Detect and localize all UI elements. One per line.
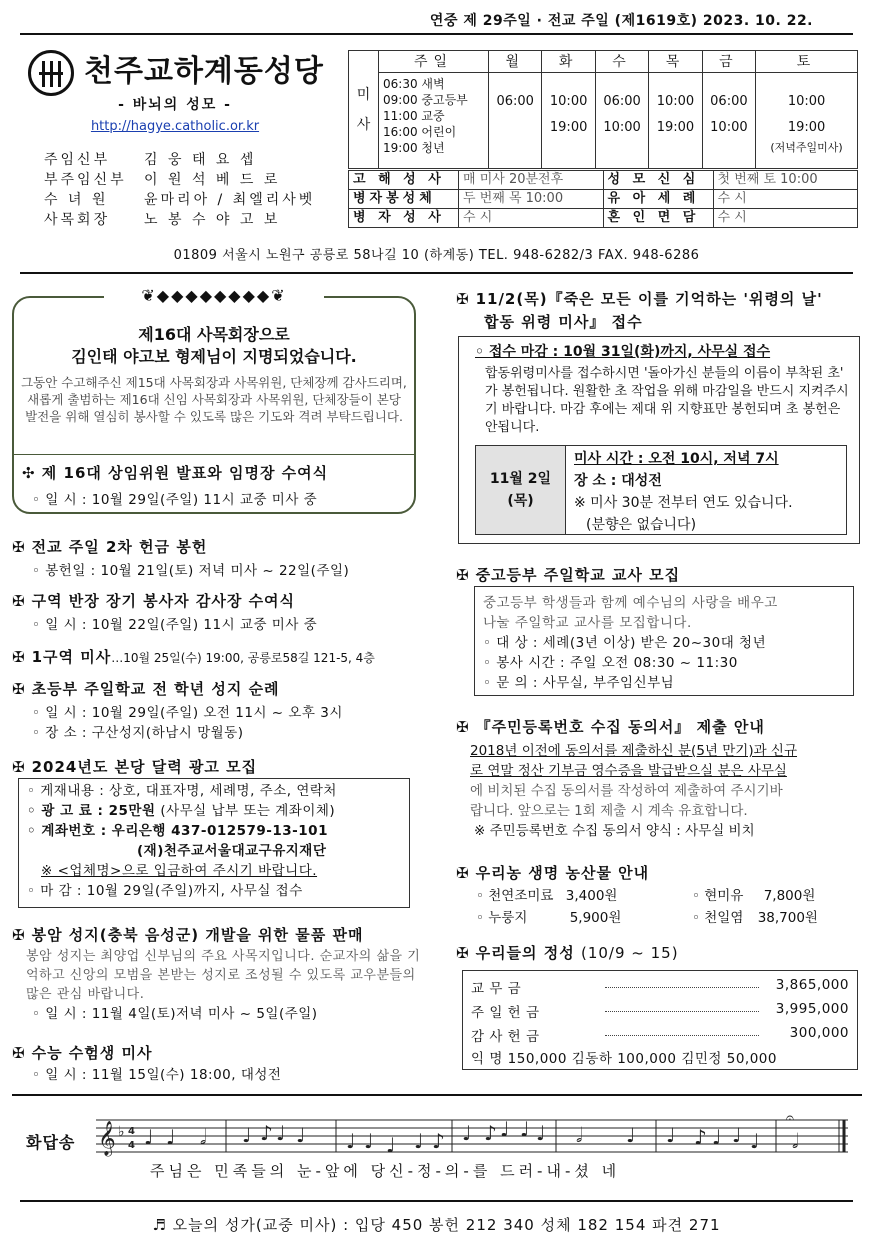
hymn-rule xyxy=(20,1200,853,1202)
svg-text:♩: ♩ xyxy=(536,1121,546,1145)
farm-item: ◦ 누룽지 5,900원 xyxy=(476,910,622,926)
svg-text:♪: ♪ xyxy=(694,1125,707,1149)
svg-text:♩: ♩ xyxy=(276,1121,286,1145)
address-text: 01809 서울시 노원구 공릉로 58나길 10 (하계동) TEL. 948-6282/3 FAX. 948-6286 xyxy=(173,248,700,263)
ad-line: ◦ 광 고 료 : 25만원 (사무실 납부 또는 계좌이체) xyxy=(27,803,336,819)
sacrament-info-table xyxy=(348,170,858,228)
day-header: 화 xyxy=(542,51,595,73)
staff-role: 부주임신부 xyxy=(44,172,127,188)
contribution-row: 주 일 헌 금 3,995,000 xyxy=(471,1001,849,1021)
staff-role: 수 녀 원 xyxy=(44,192,109,208)
day-header: 월 xyxy=(489,51,542,73)
notice-subline: ◦ 일 시 : 10월 29일(주일) 11시 교중 미사 중 xyxy=(32,492,318,508)
teacher-box: 중고등부 학생들과 함께 예수님의 사랑을 배우고 나눌 주일학교 교사를 모집합니다. ◦ 대 상 : 세례(3년 이상) 받은 20~30대 청년 ◦ 봉사 시간 : 주일 오전 08:30 ~ 11:30 ◦ 문 의 : 사무실, 부주임신부님 xyxy=(474,586,854,696)
memorial-title-2: 합동 위령 미사』 접수 xyxy=(484,313,643,331)
section-mark-icon: ✠ xyxy=(456,718,470,736)
psalm-lyrics: 주님은 민족들의 눈-앞에 당신-정-의-를 드러-내-셨 네 xyxy=(150,1162,621,1180)
info-row: 병 자 성 사 수 시 혼 인 면 담 수 시 xyxy=(349,209,858,228)
staff-role: 사목회장 xyxy=(44,212,111,228)
wednesday-times: 06:00 10:00 xyxy=(595,73,648,169)
notice-title-1: 제16대 사목회장으로 xyxy=(138,325,290,344)
info-row: 고 해 성 사 매 미사 20분전후 성 모 신 심 첫 번째 토 10:00 xyxy=(349,171,858,190)
exam-mass-section: ✠ 수능 수험생 미사 ◦ 일 시 : 11월 15일(수) 18:00, 대성전 xyxy=(12,1042,432,1085)
farm-item: ◦ 천일염 38,700원 xyxy=(692,910,818,926)
svg-text:♩: ♩ xyxy=(166,1125,176,1149)
svg-text:4: 4 xyxy=(128,1140,135,1151)
mass-side-label: 미 사 xyxy=(349,51,379,169)
memorial-detail-box xyxy=(475,445,847,535)
svg-text:♩: ♩ xyxy=(364,1129,374,1153)
psalm-staff xyxy=(96,1108,856,1162)
farm-products-section: ✠ 우리농 생명 농산물 안내 ◦ 천연조미료 3,400원 ◦ 현미유 7,800원 ◦ 누룽지 5,900원 ◦ 천일염 38,700원 xyxy=(456,862,866,931)
svg-text:♩: ♩ xyxy=(414,1129,424,1153)
staff-row xyxy=(44,150,334,170)
notice-body: 그동안 수고해주신 제15대 사목회장과 사목위원, 단체장께 감사드리며, 새롭게 출범하는 제16대 신임 사목회장과 사목위원, 단체장들이 본당 발전을 위해 열심히 봉사할 수 있도록 많은 기도와 격려 부탁드립니다. xyxy=(21,375,407,424)
staff-name: 이 원 석 베 드 로 xyxy=(144,172,281,188)
district-mass-section: ✠ 1구역 미사…10월 25일(수) 19:00, 공릉로58길 121-5, 4층 xyxy=(12,648,375,666)
ad-line: ※ <업체명>으로 입금하여 주시기 바랍니다. xyxy=(41,863,318,879)
tuesday-times: 10:00 19:00 xyxy=(542,73,595,169)
svg-text:♩: ♩ xyxy=(666,1123,676,1147)
address-rule xyxy=(20,272,853,274)
section-line: ◦ 일 시 : 10월 29일(주일) 오전 11시 ~ 오후 3시 xyxy=(32,705,343,721)
bongam-line: ◦ 일 시 : 11월 4일(토)저녁 미사 ~ 5일(주일) xyxy=(32,1006,318,1022)
staff-row xyxy=(44,210,334,230)
svg-text:♩: ♩ xyxy=(520,1117,530,1141)
staff-row xyxy=(44,190,334,210)
section-line: ◦ 일 시 : 10월 22일(주일) 11시 교중 미사 중 xyxy=(32,617,318,633)
svg-text:♩: ♩ xyxy=(626,1123,636,1147)
teacher-section: ✠ 중고등부 주일학교 교사 모집 xyxy=(456,566,681,584)
svg-text:♭: ♭ xyxy=(118,1124,125,1140)
mass-schedule-table xyxy=(348,50,858,169)
svg-text:♪: ♪ xyxy=(432,1129,445,1153)
section-mark-icon: ✠ xyxy=(12,680,26,698)
cross-icon: ✣ xyxy=(22,464,42,482)
day-header: 수 xyxy=(595,51,648,73)
resident-number-section: ✠ 『주민등록번호 수집 동의서』 제출 안내 2018년 이전에 동의서를 제출하신 분(5년 만기)과 신규 로 연말 정산 기부금 영수증을 발급받으실 분은 사무실 에 비치된 수집 동의서를 작성하여 제출하여 주시기바 랍니다. 앞으로는 1회 제출 시 계속 유효합니다. ※ 주민등록번호 수집 동의서 양식 : 사무실 비치 xyxy=(456,718,798,839)
notice-subtitle: ✣ 제 16대 상임위원 발표와 임명장 수여식 xyxy=(22,464,329,482)
contribution-table xyxy=(462,970,858,1070)
parish-url-link[interactable]: http://hagye.catholic.or.kr xyxy=(90,119,260,134)
svg-text:♩: ♩ xyxy=(462,1121,472,1145)
gratitude-section: ✠ 구역 반장 장기 봉사자 감사장 수여식 ◦ 일 시 : 10월 22일(주일) 11시 교중 미사 중 xyxy=(12,590,432,635)
section-mark-icon: ✠ xyxy=(12,538,26,556)
svg-text:♩: ♩ xyxy=(732,1123,742,1147)
section-mark-icon: ✠ xyxy=(456,944,470,962)
calendar-ad-box xyxy=(18,778,410,908)
svg-text:4: 4 xyxy=(128,1126,135,1137)
staff-role: 주임신부 xyxy=(44,152,111,168)
hymn-line xyxy=(0,1214,873,1235)
friday-times: 06:00 10:00 xyxy=(702,73,755,169)
svg-text:♩: ♩ xyxy=(750,1129,760,1153)
ad-line: (재)천주교서울대교구유지재단 xyxy=(137,843,327,859)
monday-times: 06:00 xyxy=(489,73,542,169)
svg-text:♩: ♩ xyxy=(346,1129,356,1153)
section-line: ◦ 봉헌일 : 10월 21일(토) 저녁 미사 ~ 22일(주일) xyxy=(32,563,350,579)
section-mark-icon: ✠ xyxy=(12,1044,26,1062)
section-mark-icon: ✠ xyxy=(12,926,26,944)
contribution-row: 감 사 헌 금 300,000 xyxy=(471,1025,849,1045)
svg-text:♩: ♩ xyxy=(500,1117,510,1141)
svg-text:♩: ♩ xyxy=(144,1125,154,1149)
ad-line: ◦ 마 감 : 10월 29일(주일)까지, 사무실 접수 xyxy=(27,883,303,899)
svg-text:♪: ♪ xyxy=(260,1121,273,1145)
svg-text:♩: ♩ xyxy=(386,1133,396,1157)
ad-line: ◦ 게재내용 : 상호, 대표자명, 세례명, 주소, 연락처 xyxy=(27,783,337,799)
notice-title-2: 김인태 야고보 형제님이 지명되었습니다. xyxy=(71,347,357,366)
staff-name: 김 웅 태 요 셉 xyxy=(144,152,257,168)
svg-text:𝅗𝅥: 𝅗𝅥 xyxy=(200,1125,207,1149)
bongam-section: ✠ 봉암 성지(충북 음성군) 개발을 위한 물품 판매 봉암 성지는 최양업 신부님의 주요 사목지입니다. 순교자의 삶을 기억하고 신앙의 모범을 본받는 성지로 조성될 수 있도록 교우분들의 많은 관심 바랍니다. ◦ 일 시 : 11월 4일(토)저녁 미사 ~ 5일(주일) xyxy=(12,924,432,1024)
parish-subtitle: - 바뇌의 성모 - xyxy=(118,97,232,113)
staff-list xyxy=(44,150,334,230)
section-mark-icon: ✠ xyxy=(456,290,470,308)
svg-text:𝅗𝅥: 𝅗𝅥 xyxy=(576,1123,583,1147)
memorial-box xyxy=(458,336,860,544)
day-header: 토 xyxy=(756,51,858,73)
sunday-times: 06:30 새벽 09:00 중고등부 11:00 교중 16:00 어린이 19:00 청년 xyxy=(379,73,489,169)
thursday-times: 10:00 19:00 xyxy=(649,73,702,169)
hymn-text: ♬ 오늘의 성가(교중 미사) : 입당 450 봉헌 212 340 성체 182 154 파견 271 xyxy=(152,1216,721,1234)
svg-text:♪: ♪ xyxy=(484,1121,497,1145)
svg-text:♩: ♩ xyxy=(242,1123,252,1147)
farm-item: ◦ 현미유 7,800원 xyxy=(692,888,816,904)
calendar-ad-section: ✠ 2024년도 본당 달력 광고 모집 xyxy=(12,758,258,776)
pastoral-council-notice xyxy=(12,286,416,514)
section-line: ◦ 장 소 : 구산성지(하남시 망월동) xyxy=(32,725,244,741)
staff-name: 노 봉 수 야 고 보 xyxy=(144,212,281,228)
issue-line: 연중 제 29주일 · 전교 주일 (제1619호) 2023. 10. 22. xyxy=(429,13,813,29)
top-rule xyxy=(20,33,853,35)
exam-line: ◦ 일 시 : 11월 15일(수) 18:00, 대성전 xyxy=(32,1067,282,1083)
memorial-date: 11월 2일 (목) xyxy=(476,446,566,534)
day-header: 주일 xyxy=(379,51,489,73)
parish-emblem-icon xyxy=(28,50,74,96)
svg-text:𝄞: 𝄞 xyxy=(98,1121,116,1156)
section-mark-icon: ✠ xyxy=(456,864,470,882)
contribution-row: 교 무 금 3,865,000 xyxy=(471,977,849,997)
svg-text:𝅗𝅥: 𝅗𝅥 xyxy=(792,1129,799,1153)
psalm-label: 화답송 xyxy=(26,1133,76,1152)
staff-row xyxy=(44,170,334,190)
issue-header xyxy=(0,0,873,36)
music-rule xyxy=(12,1094,862,1096)
section-mark-icon: ✠ xyxy=(12,758,26,776)
farm-item: ◦ 천연조미료 3,400원 xyxy=(476,888,618,904)
ornament-divider: ❦◆◆◆◆◆◆◆◆❦ xyxy=(104,286,324,305)
info-row: 병자봉성체 두 번째 목 10:00 유 아 세 례 수 시 xyxy=(349,190,858,209)
svg-text:♩: ♩ xyxy=(296,1123,306,1147)
svg-text:♩: ♩ xyxy=(712,1125,722,1149)
address-line xyxy=(0,244,873,263)
parish-name: 천주교하계동성당 xyxy=(84,54,324,89)
saturday-times: 10:00 19:00 (저녁주일미사) xyxy=(756,73,858,169)
section-mark-icon: ✠ xyxy=(456,566,470,584)
pilgrimage-section: ✠ 초등부 주일학교 전 학년 성지 순례 ◦ 일 시 : 10월 29일(주일) 오전 11시 ~ 오후 3시 ◦ 장 소 : 구산성지(하남시 망월동) xyxy=(12,678,442,743)
staff-name: 윤마리아 / 최엘리사벳 xyxy=(144,192,316,208)
memorial-section: ✠ 11/2(목)『죽은 모든 이를 기억하는 '위령의 날' 합동 위령 미사』 접수 xyxy=(456,288,866,332)
ad-line: ◦ 계좌번호 : 우리은행 437-012579-13-101 xyxy=(27,823,328,839)
day-header: 금 xyxy=(702,51,755,73)
memorial-details: 미사 시간 : 오전 10시, 저녁 7시 장 소 : 대성전 ※ 미사 30분 전부터 연도 있습니다. (분향은 없습니다) xyxy=(574,451,793,533)
section-mark-icon: ✠ xyxy=(12,592,26,610)
memorial-deadline: ◦ 접수 마감 : 10월 31일(화)까지, 사무실 접수 xyxy=(475,344,771,360)
day-header: 목 xyxy=(649,51,702,73)
section-mark-icon: ✠ xyxy=(12,648,26,666)
svg-text:𝄐: 𝄐 xyxy=(786,1110,794,1126)
bongam-body: 봉암 성지는 최양업 신부님의 주요 사목지입니다. 순교자의 삶을 기억하고 신앙의 모범을 본받는 성지로 조성될 수 있도록 교우분들의 많은 관심 바랍니다. xyxy=(26,949,421,1002)
contribution-section: ✠ 우리들의 정성 (10/9 ~ 15) xyxy=(456,944,679,962)
memorial-body: 합동위령미사를 접수하시면 '돌아가신 분들의 이름이 부착된 초' 가 봉헌됩니다. 원활한 초 작업을 위해 마감일을 반드시 지켜주시기 바랍니다. 마감 후에는 제대 위 지향표만 봉헌되며 초 봉헌은 안됩니다. xyxy=(485,366,849,435)
anonymous-donors: 익 명 150,000 김동하 100,000 김민정 50,000 xyxy=(471,1051,777,1067)
notice-divider xyxy=(14,454,414,455)
offering-section: ✠ 전교 주일 2차 헌금 봉헌 ◦ 봉헌일 : 10월 21일(토) 저녁 미사 ~ 22일(주일) xyxy=(12,536,432,581)
